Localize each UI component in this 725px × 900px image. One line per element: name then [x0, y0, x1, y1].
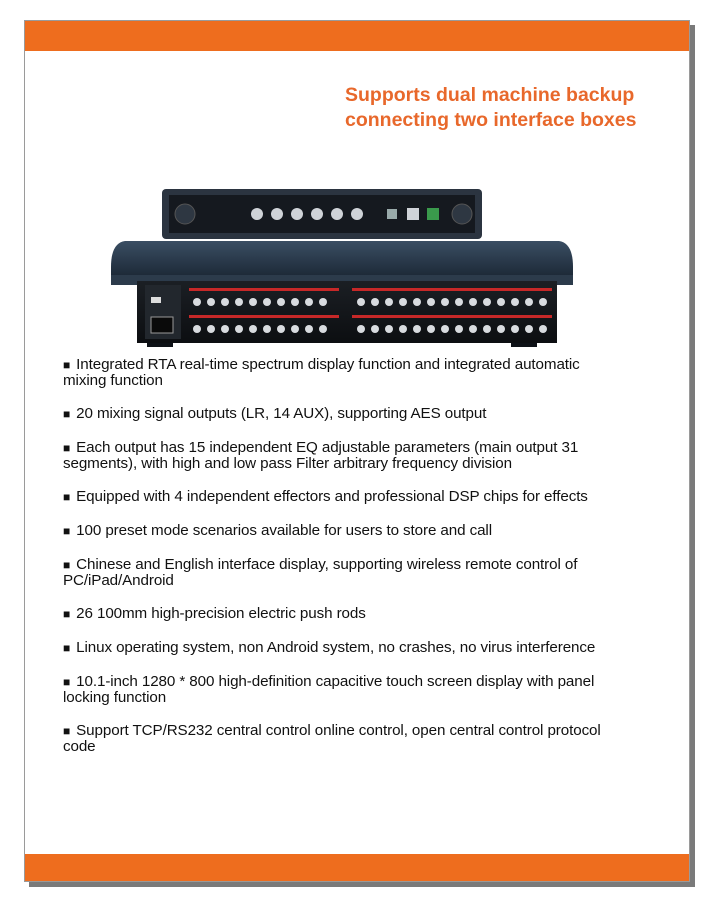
feature-text: Chinese and English interface display, supporting wireless remote control of PC/iPad/Android — [63, 556, 578, 589]
bottom-accent-band — [25, 854, 689, 881]
feature-text: Each output has 15 independent EQ adjustable parameters (main output 31 segments), with high and low pass Filter arbitrary frequency division — [63, 439, 579, 472]
bullet-square-icon: ■ — [63, 558, 71, 572]
feature-item — [63, 440, 623, 471]
feature-item — [63, 557, 623, 588]
top-accent-band — [25, 21, 689, 51]
bullet-square-icon: ■ — [63, 607, 71, 621]
bullet-square-icon: ■ — [63, 675, 71, 689]
bullet-square-icon: ■ — [63, 724, 71, 738]
feature-text: Linux operating system, non Android system, no crashes, no virus interference — [76, 639, 596, 656]
feature-item — [63, 406, 623, 422]
feature-item — [63, 723, 623, 754]
feature-text: Equipped with 4 independent effectors and professional DSP chips for effects — [76, 488, 588, 505]
feature-text: Integrated RTA real-time spectrum display function and integrated automatic mixing function — [63, 356, 580, 389]
feature-text: 10.1-inch 1280 * 800 high-definition capacitive touch screen display with panel locking function — [63, 673, 595, 706]
feature-item — [63, 357, 623, 388]
bullet-square-icon: ■ — [63, 641, 71, 655]
feature-item — [63, 523, 623, 539]
document-page — [24, 20, 690, 882]
bullet-square-icon: ■ — [63, 358, 71, 372]
bullet-square-icon: ■ — [63, 441, 71, 455]
bullet-square-icon: ■ — [63, 490, 71, 504]
bullet-square-icon: ■ — [63, 407, 71, 421]
feature-text: 100 preset mode scenarios available for users to store and call — [76, 522, 492, 539]
headline-line-1: Supports dual machine backup — [345, 84, 635, 106]
feature-item — [63, 640, 623, 656]
feature-list — [63, 357, 623, 772]
mixer-console-rear-panel-illustration — [107, 189, 577, 354]
headline — [345, 83, 665, 133]
feature-text: 20 mixing signal outputs (LR, 14 AUX), supporting AES output — [76, 405, 487, 422]
feature-text: 26 100mm high-precision electric push rods — [76, 605, 366, 622]
bullet-square-icon: ■ — [63, 524, 71, 538]
headline-line-2: connecting two interface boxes — [345, 109, 637, 131]
feature-item — [63, 489, 623, 505]
feature-text: Support TCP/RS232 central control online control, open central control protocol code — [63, 722, 601, 755]
feature-item — [63, 606, 623, 622]
feature-item — [63, 674, 623, 705]
